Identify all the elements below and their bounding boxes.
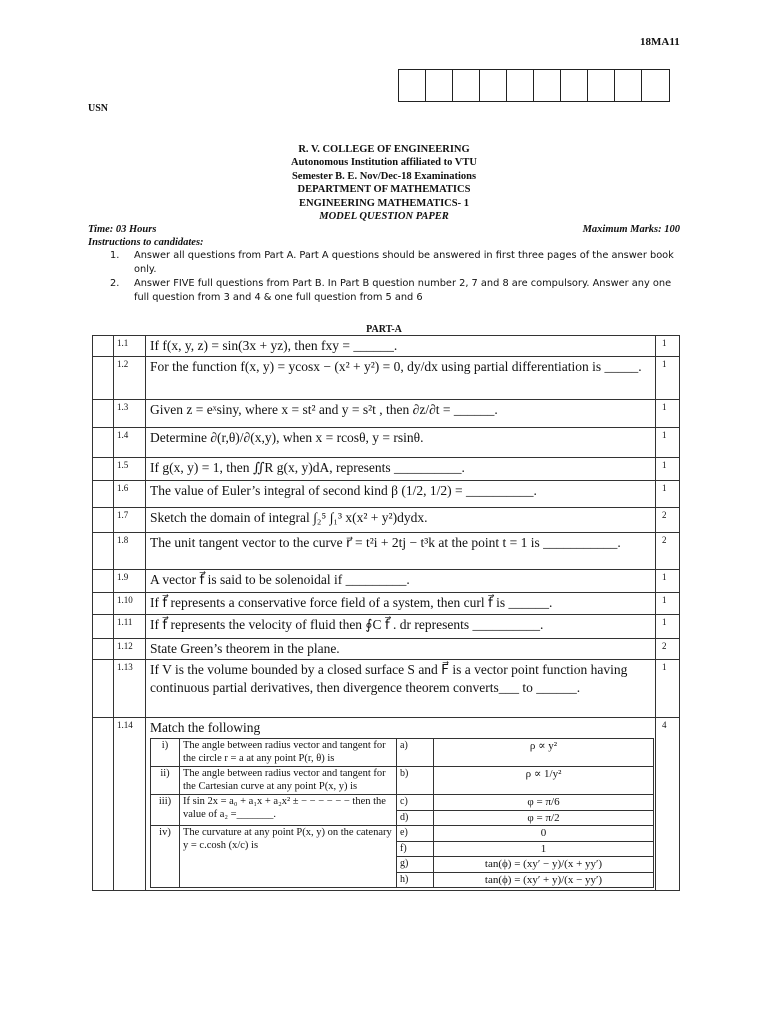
match-left-text: The curvature at any point P(x, y) on the catenary y = c.cosh (x/c) is bbox=[180, 826, 397, 888]
question-row bbox=[93, 357, 680, 400]
usn-box bbox=[426, 70, 453, 101]
question-marks: 4 bbox=[656, 718, 680, 891]
match-right-label: e) bbox=[397, 826, 434, 842]
match-question bbox=[146, 718, 656, 891]
match-right-label: d) bbox=[397, 810, 434, 826]
question-number: 1.9 bbox=[114, 570, 146, 593]
match-right-label: c) bbox=[397, 795, 434, 811]
question-number: 1.14 bbox=[114, 718, 146, 891]
question-marks: 2 bbox=[656, 639, 680, 660]
question-row bbox=[93, 508, 680, 533]
match-right-label: g) bbox=[397, 857, 434, 873]
instruction-number: 2. bbox=[110, 278, 120, 289]
instructions-title: Instructions to candidates: bbox=[88, 237, 204, 248]
match-right-value: tan(ϕ) = (xy′ − y)/(x + yy′) bbox=[434, 857, 654, 873]
match-right-value: ρ ∝ y² bbox=[434, 739, 654, 767]
match-right-value: tan(ϕ) = (xy′ + y)/(x − yy′) bbox=[434, 872, 654, 888]
question-row bbox=[93, 660, 680, 718]
match-right-label: f) bbox=[397, 841, 434, 857]
question-marks: 1 bbox=[656, 660, 680, 718]
question-marks: 1 bbox=[656, 458, 680, 481]
question-text: State Green’s theorem in the plane. bbox=[146, 639, 656, 660]
match-right-value: 0 bbox=[434, 826, 654, 842]
question-text: If g(x, y) = 1, then ∬R g(x, y)dA, represents __________. bbox=[146, 458, 656, 481]
instruction-item bbox=[110, 249, 680, 277]
usn-box bbox=[615, 70, 642, 101]
paper-code: 18MA11 bbox=[640, 36, 680, 48]
question-marks: 1 bbox=[656, 481, 680, 508]
question-text: Match the following bbox=[150, 720, 261, 735]
question-text: Sketch the domain of integral ∫₂⁵ ∫₁³ x(x² + y²)dydx. bbox=[146, 508, 656, 533]
question-number: 1.7 bbox=[114, 508, 146, 533]
department-line: DEPARTMENT OF MATHEMATICS bbox=[297, 184, 471, 196]
match-right-value: ρ ∝ 1/y² bbox=[434, 767, 654, 795]
match-left-text: The angle between radius vector and tangent for the circle r = a at any point P(r, θ) is bbox=[180, 739, 397, 767]
max-marks-label: Maximum Marks: 100 bbox=[582, 224, 680, 235]
match-right-label: h) bbox=[397, 872, 434, 888]
usn-box bbox=[561, 70, 588, 101]
usn-box bbox=[453, 70, 480, 101]
question-number: 1.13 bbox=[114, 660, 146, 718]
usn-box bbox=[480, 70, 507, 101]
question-number: 1.4 bbox=[114, 428, 146, 458]
question-row bbox=[93, 615, 680, 639]
match-right-value: φ = π/2 bbox=[434, 810, 654, 826]
usn-box bbox=[507, 70, 534, 101]
instruction-item bbox=[110, 277, 680, 305]
exam-header bbox=[0, 143, 768, 223]
time-label: Time: 03 Hours bbox=[88, 224, 157, 235]
match-right-value: 1 bbox=[434, 841, 654, 857]
question-row bbox=[93, 639, 680, 660]
question-marks: 1 bbox=[656, 570, 680, 593]
question-text: For the function f(x, y) = ycosx − (x² + y²) = 0, dy/dx using partial differentiation is _____. bbox=[146, 357, 656, 400]
match-right-label: a) bbox=[397, 739, 434, 767]
match-left-number: iii) bbox=[151, 795, 180, 826]
question-row bbox=[93, 336, 680, 357]
question-row bbox=[93, 570, 680, 593]
question-text: If f⃗ represents a conservative force field of a system, then curl f⃗ is ______. bbox=[146, 593, 656, 615]
question-marks: 1 bbox=[656, 428, 680, 458]
college-name: R. V. COLLEGE OF ENGINEERING bbox=[298, 144, 470, 155]
question-marks: 1 bbox=[656, 357, 680, 400]
question-row bbox=[93, 533, 680, 570]
question-text: A vector f⃗ is said to be solenoidal if _________. bbox=[146, 570, 656, 593]
question-number: 1.6 bbox=[114, 481, 146, 508]
paper-type: MODEL QUESTION PAPER bbox=[319, 211, 449, 223]
question-marks: 1 bbox=[656, 615, 680, 639]
question-marks: 2 bbox=[656, 533, 680, 570]
question-marks: 1 bbox=[656, 336, 680, 357]
match-left-number: ii) bbox=[151, 767, 180, 795]
subject-line: ENGINEERING MATHEMATICS- 1 bbox=[299, 197, 469, 209]
question-text: If V is the volume bounded by a closed surface S and F⃗ is a vector point function having continuous partial derivatives, then divergence theorem converts___ to ______. bbox=[146, 660, 656, 718]
question-text: The unit tangent vector to the curve r⃗ = t²i + 2tj − t³k at the point t = 1 is ___________. bbox=[146, 533, 656, 570]
question-text: If f(x, y, z) = sin(3x + yz), then fxy = ______. bbox=[146, 336, 656, 357]
question-marks: 1 bbox=[656, 593, 680, 615]
question-number: 1.1 bbox=[114, 336, 146, 357]
match-left-number: iv) bbox=[151, 826, 180, 888]
question-text: Given z = eˣsiny, where x = st² and y = s²t , then ∂z/∂t = ______. bbox=[146, 400, 656, 428]
question-row bbox=[93, 593, 680, 615]
question-row bbox=[93, 718, 680, 891]
usn-label: USN bbox=[88, 103, 109, 114]
question-text: Determine ∂(r,θ)/∂(x,y), when x = rcosθ, y = rsinθ. bbox=[146, 428, 656, 458]
instruction-number: 1. bbox=[110, 250, 120, 261]
question-number: 1.8 bbox=[114, 533, 146, 570]
question-number: 1.3 bbox=[114, 400, 146, 428]
match-left-text: If sin 2x = a₀ + a₁x + a₂x² ± − − − − − − then the value of a₂ =_______. bbox=[180, 795, 397, 826]
match-left-number: i) bbox=[151, 739, 180, 767]
match-left-text: The angle between radius vector and tangent for the Cartesian curve at any point P(x, y) is bbox=[180, 767, 397, 795]
usn-box bbox=[534, 70, 561, 101]
usn-box bbox=[642, 70, 669, 101]
question-number: 1.2 bbox=[114, 357, 146, 400]
question-number: 1.12 bbox=[114, 639, 146, 660]
exam-line: Semester B. E. Nov/Dec-18 Examinations bbox=[291, 170, 477, 182]
instruction-text: Answer all questions from Part A. Part A questions should be answered in first three pages of the answer book only. bbox=[134, 250, 674, 275]
question-table bbox=[92, 335, 680, 891]
usn-entry-boxes bbox=[398, 69, 670, 102]
autonomy-line: Autonomous Institution affiliated to VTU bbox=[291, 157, 477, 169]
question-marks: 1 bbox=[656, 400, 680, 428]
usn-box bbox=[399, 70, 426, 101]
match-right-label: b) bbox=[397, 767, 434, 795]
usn-box bbox=[588, 70, 615, 101]
question-number: 1.5 bbox=[114, 458, 146, 481]
question-number: 1.10 bbox=[114, 593, 146, 615]
question-marks: 2 bbox=[656, 508, 680, 533]
question-row bbox=[93, 458, 680, 481]
question-row bbox=[93, 428, 680, 458]
question-number: 1.11 bbox=[114, 615, 146, 639]
match-right-value: φ = π/6 bbox=[434, 795, 654, 811]
question-row bbox=[93, 481, 680, 508]
question-row bbox=[93, 400, 680, 428]
question-text: The value of Euler’s integral of second kind β (1/2, 1/2) = __________. bbox=[146, 481, 656, 508]
match-table bbox=[150, 738, 654, 888]
question-text: If f⃗ represents the velocity of fluid then ∮C f⃗ . dr represents __________. bbox=[146, 615, 656, 639]
part-label: PART-A bbox=[366, 324, 402, 335]
instruction-text: Answer FIVE full questions from Part B. In Part B question number 2, 7 and 8 are compulsory. Answer any one full question from 3 and 4 & one full question from 5 and 6 bbox=[134, 278, 672, 303]
